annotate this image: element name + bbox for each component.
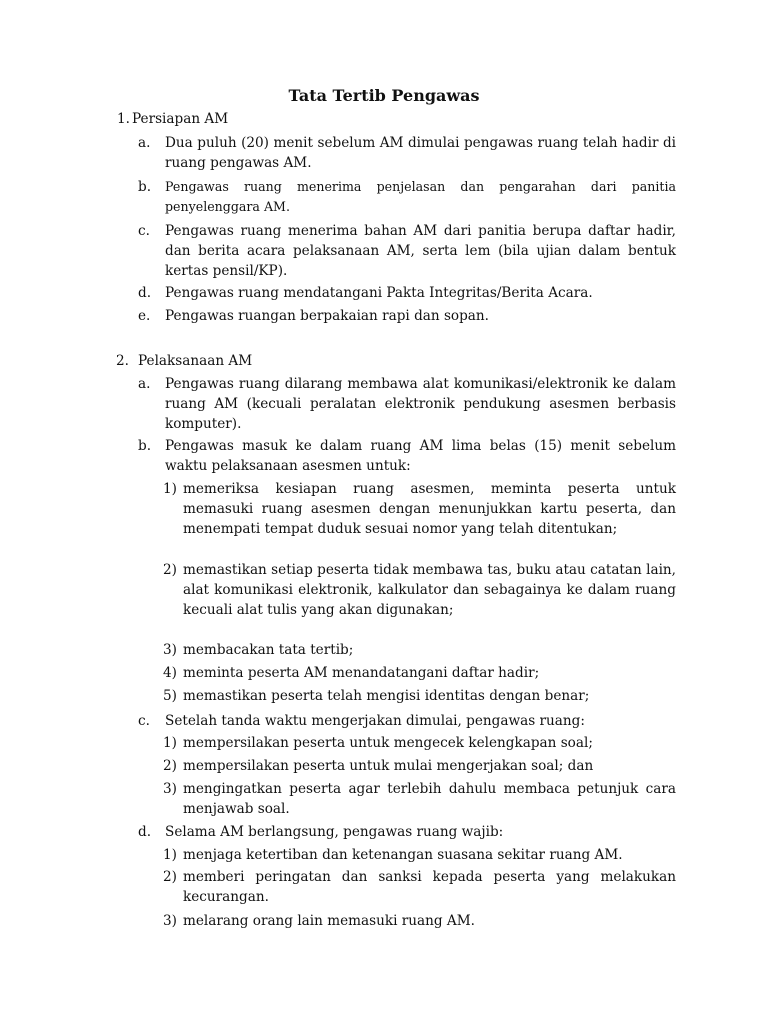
subitem: mempersilakan peserta untuk mengecek kelengkapan soal; <box>183 735 593 751</box>
list-item: Pengawas masuk ke dalam ruang AM lima belas (15) menit sebelum waktu pelaksanaan asesmen untuk: <box>165 438 676 474</box>
subitem-label: 1) <box>163 481 177 497</box>
subitem: meminta peserta AM menandatangani daftar hadir; <box>183 665 540 681</box>
subitem-label: 2) <box>163 869 177 885</box>
list-item: Setelah tanda waktu mengerjakan dimulai, pengawas ruang: <box>165 713 585 729</box>
list-item: Pengawas ruang menerima bahan AM dari panitia berupa daftar hadir, dan berita acara pelaksanaan AM, serta lem (bila ujian dalam bentuk kertas pensil/KP). <box>165 223 676 279</box>
section-heading: Pelaksanaan AM <box>138 353 253 369</box>
item-label: a. <box>138 376 151 392</box>
item-label: d. <box>138 285 152 301</box>
subitem: melarang orang lain memasuki ruang AM. <box>183 913 475 929</box>
subitem-label: 5) <box>163 688 177 704</box>
list-item: Pengawas ruangan berpakaian rapi dan sopan. <box>165 308 489 324</box>
subitem-label: 4) <box>163 665 177 681</box>
section-number: 2. <box>116 353 129 369</box>
page-title: Tata Tertib Pengawas <box>288 86 480 105</box>
list-item: Selama AM berlangsung, pengawas ruang wajib: <box>165 824 504 840</box>
subitem: memberi peringatan dan sanksi kepada peserta yang melakukan kecurangan. <box>183 869 676 905</box>
subitem: memeriksa kesiapan ruang asesmen, meminta peserta untuk memasuki ruang asesmen dengan menunjukkan kartu peserta, dan menempati tempat duduk sesuai nomor yang telah ditentukan; <box>183 481 676 537</box>
subitem-label: 1) <box>163 847 177 863</box>
subitem: mengingatkan peserta agar terlebih dahulu membaca petunjuk cara menjawab soal. <box>183 781 676 817</box>
item-label: c. <box>138 713 150 729</box>
subitem-label: 1) <box>163 735 177 751</box>
section-heading: Persiapan AM <box>132 111 229 127</box>
item-label: c. <box>138 223 150 239</box>
subitem-label: 2) <box>163 758 177 774</box>
subitem: menjaga ketertiban dan ketenangan suasana sekitar ruang AM. <box>183 847 623 863</box>
subitem: memastikan peserta telah mengisi identitas dengan benar; <box>183 688 590 704</box>
item-label: e. <box>138 308 151 324</box>
list-item: Pengawas ruang menerima penjelasan dan pengarahan dari panitia penyelenggara AM. <box>165 179 676 214</box>
subitem: mempersilakan peserta untuk mulai mengerjakan soal; dan <box>183 758 594 774</box>
subitem: membacakan tata tertib; <box>183 642 354 658</box>
section-number: 1. <box>117 111 130 127</box>
subitem-label: 2) <box>163 562 177 578</box>
item-label: a. <box>138 135 151 151</box>
item-label: d. <box>138 824 152 840</box>
subitem-label: 3) <box>163 913 177 929</box>
subitem: memastikan setiap peserta tidak membawa tas, buku atau catatan lain, alat komunikasi elektronik, kalkulator dan sebagainya ke dalam ruang kecuali alat tulis yang akan digunakan; <box>183 562 676 618</box>
item-label: b. <box>138 179 152 195</box>
list-item: Dua puluh (20) menit sebelum AM dimulai pengawas ruang telah hadir di ruang pengawas AM. <box>165 135 676 171</box>
item-label: b. <box>138 438 152 454</box>
subitem-label: 3) <box>163 642 177 658</box>
list-item: Pengawas ruang mendatangani Pakta Integritas/Berita Acara. <box>165 285 593 301</box>
subitem-label: 3) <box>163 781 177 797</box>
list-item: Pengawas ruang dilarang membawa alat komunikasi/elektronik ke dalam ruang AM (kecuali peralatan elektronik pendukung asesmen berbasis komputer). <box>165 376 676 432</box>
